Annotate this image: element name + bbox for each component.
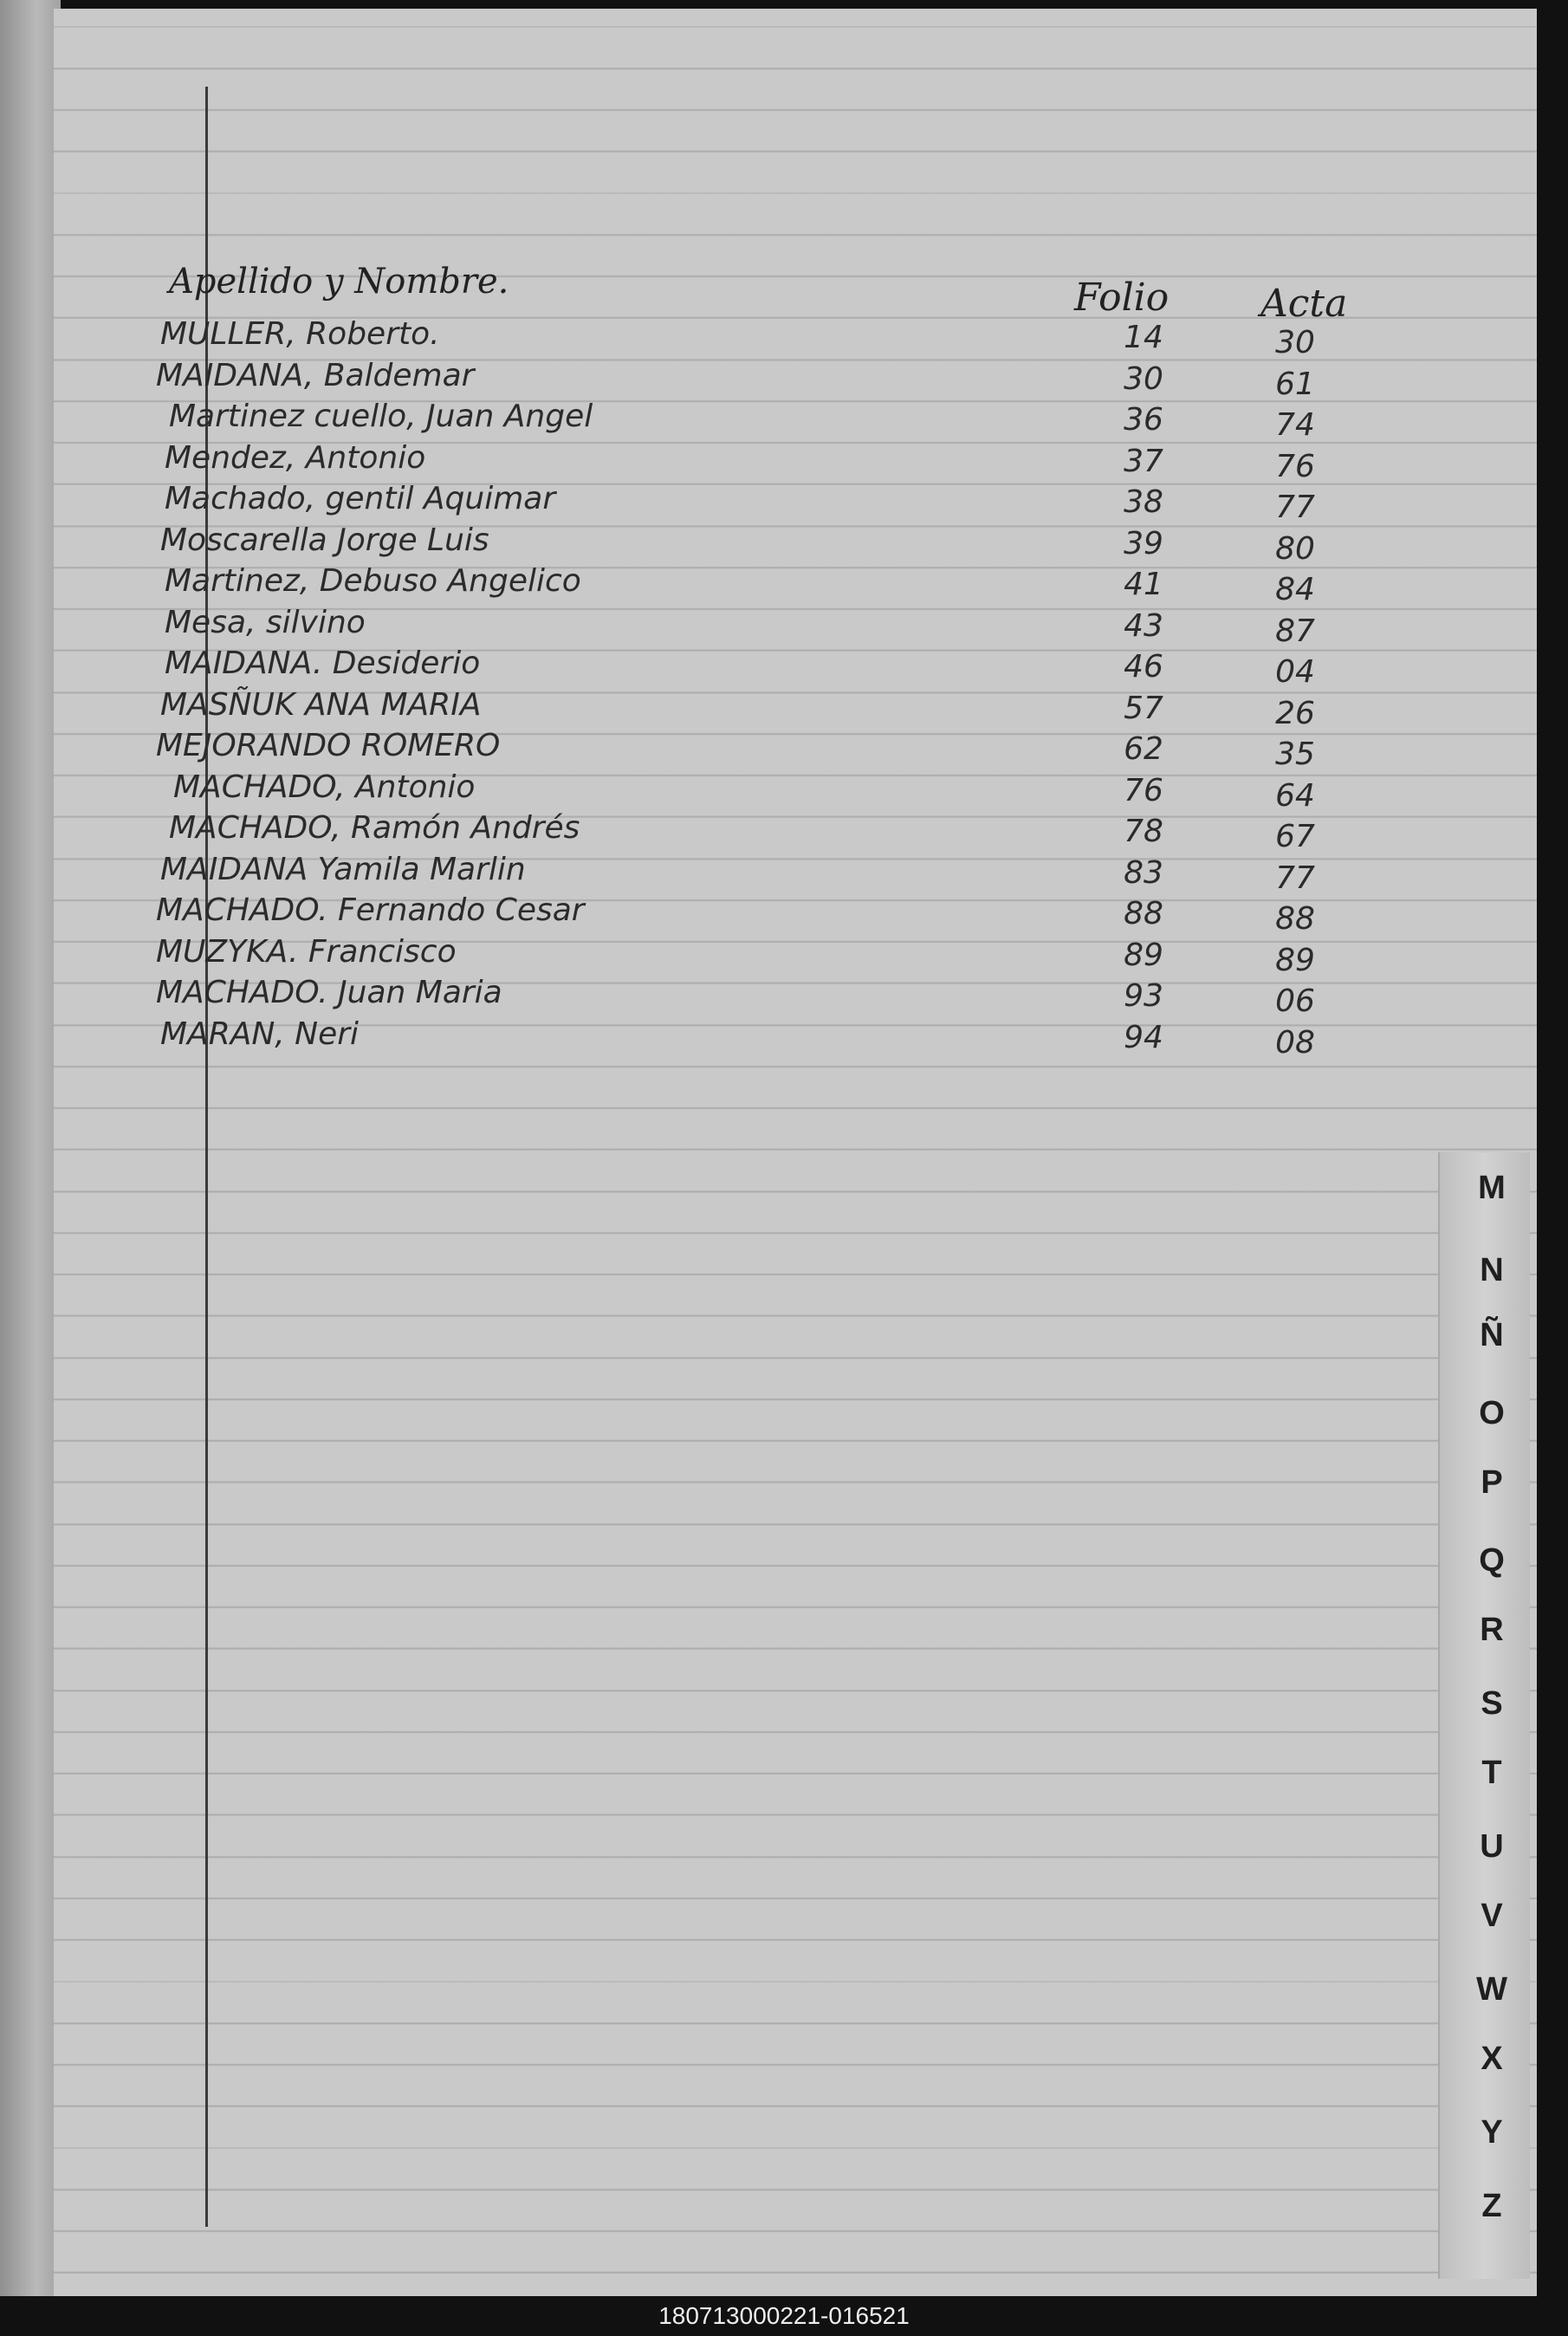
entry-acta: 88: [1275, 901, 1315, 937]
index-tab-letter[interactable]: N: [1480, 1252, 1504, 1288]
entry-name: MACHADO, Ramón Andrés: [169, 810, 580, 846]
entry-name: Mendez, Antonio: [165, 439, 426, 476]
entry-folio: 14: [1124, 320, 1163, 355]
entry-name: MAIDANA Yamila Marlin: [160, 851, 526, 887]
entry-folio: 93: [1124, 978, 1163, 1014]
entry-folio: 38: [1124, 484, 1163, 520]
entry-acta: 80: [1275, 530, 1315, 567]
index-tab-letter[interactable]: O: [1479, 1395, 1505, 1431]
header-acta-column: Acta: [1260, 282, 1348, 326]
entry-name: MACHADO. Fernando Cesar: [156, 892, 585, 928]
entry-acta: 04: [1275, 654, 1315, 690]
entry-acta: 84: [1275, 572, 1315, 607]
index-tab-letter[interactable]: U: [1480, 1828, 1504, 1865]
entry-name: MARAN, Neri: [160, 1016, 360, 1052]
entry-folio: 41: [1124, 567, 1163, 602]
entry-folio: 46: [1124, 649, 1163, 685]
entry-folio: 37: [1124, 443, 1163, 479]
entry-acta: 30: [1275, 325, 1315, 360]
index-tab-letter[interactable]: V: [1481, 1898, 1503, 1934]
index-tab-letter[interactable]: R: [1480, 1612, 1504, 1648]
entry-name: MACHADO. Juan Maria: [156, 975, 502, 1010]
entry-name: MAIDANA, Baldemar: [156, 357, 475, 393]
entry-acta: 74: [1275, 407, 1315, 443]
header-name-column: Apellido y Nombre.: [169, 262, 509, 302]
document-code: 180713000221-016521: [658, 2302, 910, 2329]
index-tab-letter[interactable]: T: [1481, 1755, 1502, 1791]
entry-acta: 26: [1275, 695, 1315, 731]
entry-folio: 30: [1124, 360, 1163, 397]
entry-name: MUZYKA. Francisco: [156, 933, 457, 970]
entry-folio: 89: [1124, 937, 1163, 973]
left-page-edge: [0, 0, 61, 2296]
entry-name: Martinez cuello, Juan Angel: [169, 399, 593, 434]
entry-folio: 94: [1124, 1019, 1163, 1055]
index-tab-letter[interactable]: Q: [1479, 1542, 1505, 1579]
index-tab-letter[interactable]: X: [1481, 2041, 1503, 2077]
entry-folio: 62: [1124, 731, 1163, 767]
entry-acta: 35: [1275, 736, 1315, 772]
index-tab-letter[interactable]: P: [1481, 1464, 1503, 1501]
entry-folio: 88: [1124, 896, 1163, 931]
entry-name: MEJORANDO ROMERO: [156, 728, 501, 763]
entry-folio: 76: [1124, 772, 1163, 808]
entry-name: Machado, gentil Aquimar: [165, 481, 556, 516]
entry-acta: 64: [1275, 777, 1315, 814]
index-tab-letter[interactable]: Ñ: [1480, 1317, 1504, 1353]
entry-folio: 36: [1124, 402, 1163, 438]
entry-name: MAIDANA. Desiderio: [165, 646, 481, 681]
entry-folio: 43: [1124, 607, 1163, 644]
index-tab-letter[interactable]: W: [1476, 1971, 1507, 2008]
entry-name: Moscarella Jorge Luis: [160, 522, 489, 558]
entry-acta: 77: [1275, 860, 1315, 896]
entry-acta: 77: [1275, 490, 1315, 525]
entry-acta: 08: [1275, 1024, 1315, 1061]
entry-name: MACHADO, Antonio: [173, 769, 476, 805]
index-tab-letter[interactable]: Z: [1481, 2188, 1502, 2224]
entry-acta: 67: [1275, 819, 1315, 854]
entry-name: MASÑUK ANA MARIA: [160, 686, 482, 723]
entry-name: MULLER, Roberto.: [160, 316, 440, 352]
entry-acta: 89: [1275, 942, 1315, 978]
entry-folio: 78: [1124, 814, 1163, 849]
entry-acta: 87: [1275, 613, 1315, 649]
index-tab-letter[interactable]: M: [1478, 1170, 1506, 1206]
entry-name: Mesa, silvino: [165, 604, 366, 640]
entry-folio: 39: [1124, 525, 1163, 561]
entry-name: Martinez, Debuso Angelico: [165, 563, 581, 599]
header-folio-column: Folio: [1074, 276, 1170, 320]
entry-acta: 61: [1275, 366, 1315, 402]
entry-acta: 76: [1275, 448, 1315, 484]
index-tab-letter[interactable]: S: [1481, 1685, 1503, 1722]
entry-folio: 83: [1124, 854, 1163, 891]
entry-folio: 57: [1124, 690, 1163, 726]
entry-acta: 06: [1275, 983, 1315, 1019]
index-tab-letter[interactable]: Y: [1481, 2114, 1503, 2151]
